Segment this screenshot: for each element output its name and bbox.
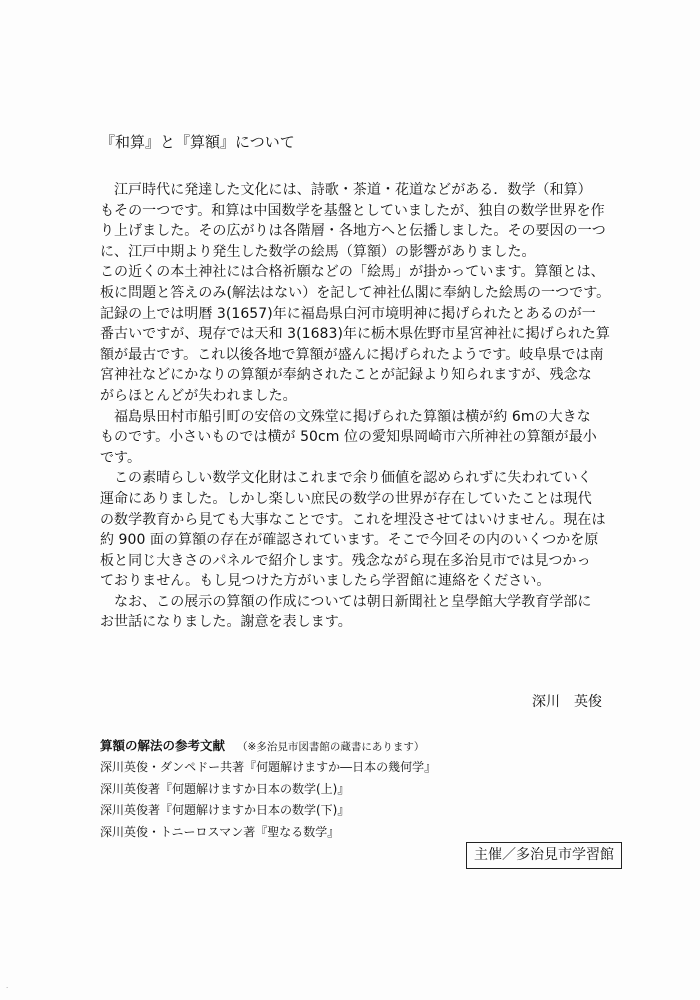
body-line: 番古いですが、現存では天和 3(1683)年に栃木県佐野市星宮神社に掲げられた算	[100, 326, 610, 343]
body-line: 運命にありました。しかし楽しい庶民の数学の世界が存在していたことは現代	[100, 490, 592, 507]
body-line: の数学教育から見ても大事なことです。これを埋没させてはいけません。現在は	[100, 511, 606, 528]
body-line: 宮神社などにかなりの算額が奉納されたことが記録より知られますが、残念な	[100, 367, 592, 384]
body-line: ておりません。もし見つけた方がいましたら学習館に連絡をください。	[100, 573, 551, 590]
body-line: 約 900 面の算額の存在が確認されています。そこで今回その内のいくつかを原	[100, 532, 599, 549]
body-line: 板に問題と答えのみ(解法はない）を記して神社仏閣に奉納した絵馬の一つです。	[100, 284, 611, 301]
body-line: に、江戸中期より発生した数学の絵馬（算額）の影響がありました。	[100, 243, 536, 260]
reference-item: 深川英俊・トニーロスマン著『聖なる数学』	[100, 824, 340, 839]
reference-item: 深川英俊著『何題解けますか日本の数学(下)』	[100, 803, 350, 817]
reference-item: 深川英俊・ダンペドー共著『何題解けますか―日本の幾何学』	[100, 760, 437, 774]
references-section	[100, 736, 540, 843]
scan-mark: ·	[6, 984, 9, 992]
body-line: 額が最古です。これ以後各地で算額が盛んに掲げられたようです。岐阜県では南	[100, 346, 604, 363]
references-heading-row	[100, 736, 540, 757]
page-title: 『和算』と『算額』について	[100, 133, 295, 151]
body-line: 板と同じ大きさのパネルで紹介します。残念ながら現在多治見市では見つかっ	[100, 552, 591, 569]
body-line: です。	[100, 449, 142, 466]
body-line: 福島県田村市船引町の安倍の文殊堂に掲げられた算額は横が約 6mの大きな	[114, 408, 591, 425]
body-line: 記録の上では明暦 3(1657)年に福島県白河市境明神に掲げられたとあるのが一	[100, 305, 596, 322]
body-line: この素晴らしい数学文化財はこれまで余り価値を認められずに失われていく	[114, 470, 592, 487]
body-line: がらほとんどが失われました。	[100, 387, 297, 404]
author-signature: 深川 英俊	[532, 694, 602, 710]
body-line: 江戸時代に発達した文化には、詩歌・茶道・花道などがある．数学（和算）	[114, 182, 592, 198]
references-heading: 算額の解法の参考文献	[100, 738, 226, 753]
reference-item: 深川英俊著『何題解けますか日本の数学(上)』	[100, 781, 350, 796]
references-note: （※多治見市図書館の蔵書にあります）	[237, 741, 425, 753]
body-line: ものです。小さいものでは横が 50cm 位の愛知県岡崎市六所神社の算額が最小	[100, 429, 597, 446]
body-line: もその一つです。和算は中国数学を基盤としていましたが、独自の数学世界を作	[100, 202, 605, 219]
body-text	[100, 180, 620, 633]
organizer-box: 主催／多治見市学習館	[466, 842, 622, 869]
body-line: この近くの本土神社には合格祈願などの「絵馬」が掛かっています。算額とは、	[100, 264, 605, 281]
body-line: なお、この展示の算額の作成については朝日新聞社と皇學館大学教育学部に	[114, 593, 592, 610]
body-line: り上げました。その広がりは各階層・各地方へと伝播しました。その要因の一つ	[100, 223, 606, 240]
body-line: お世話になりました。謝意を表します。	[100, 614, 352, 631]
